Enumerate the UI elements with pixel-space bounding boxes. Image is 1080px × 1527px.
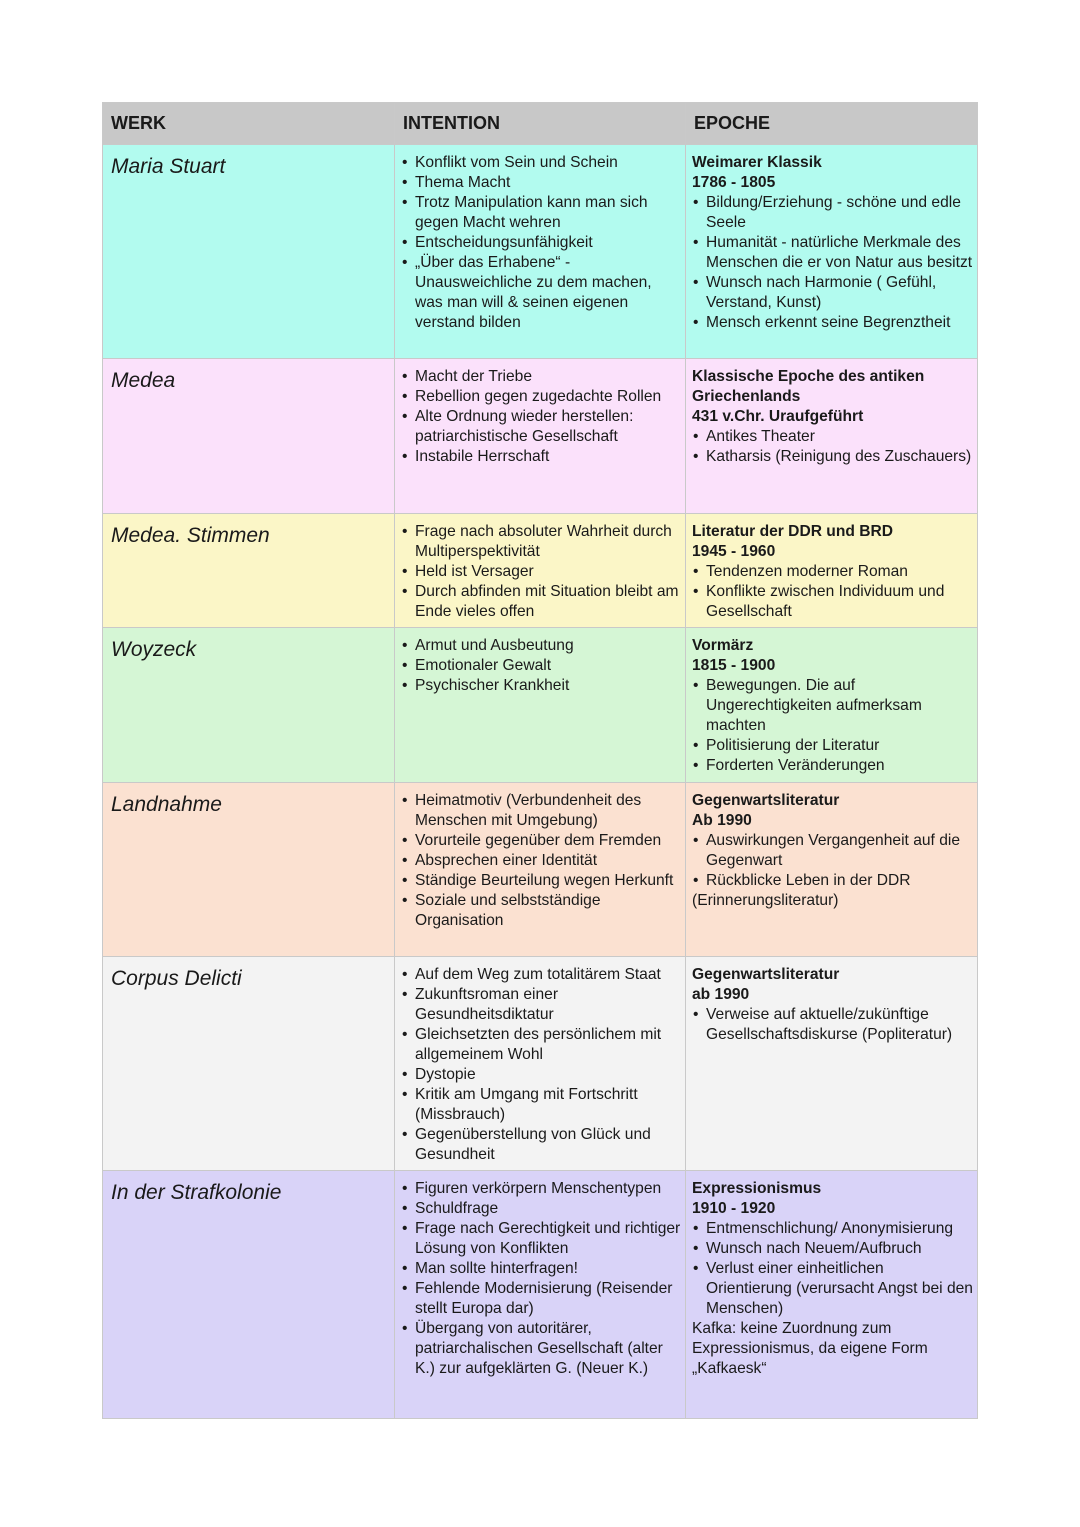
intention-item: • Held ist Versager [401, 562, 681, 582]
werk-title: Medea. Stimmen [103, 514, 395, 628]
epoche-item: • Wunsch nach Harmonie ( Gefühl, Verstand, Kunst) [692, 273, 973, 313]
epoche-list [692, 427, 973, 467]
epoche-item: • Entmenschlichung/ Anonymisierung [692, 1219, 973, 1239]
epoche-item: • Humanität - natürliche Merkmale des Menschen die er von Natur aus besitzt [692, 233, 973, 273]
intention-item: • Macht der Triebe [401, 367, 681, 387]
epoche-period: 431 v.Chr. Uraufgeführt [692, 408, 864, 425]
literature-table [102, 102, 978, 1419]
intention-item: • Figuren verkörpern Menschentypen [401, 1179, 681, 1199]
intention-item: • Ständige Beurteilung wegen Herkunft [401, 871, 681, 891]
intention-item: • Armut und Ausbeutung [401, 636, 681, 656]
epoche-note: (Erinnerungsliteratur) [692, 892, 839, 909]
werk-title: Woyzeck [103, 628, 395, 783]
epoche-item: • Auswirkungen Vergangenheit auf die Gegenwart [692, 831, 973, 871]
intention-item: • Durch abfinden mit Situation bleibt am Ende vieles offen [401, 582, 681, 622]
intention-list [401, 522, 681, 622]
intention-item: • Trotz Manipulation kann man sich gegen Macht wehren [401, 193, 681, 233]
intention-item: • Soziale und selbstständige Organisation [401, 891, 681, 931]
epoche-item: • Politisierung der Literatur [692, 736, 973, 756]
epoche-item: • Tendenzen moderner Roman [692, 562, 973, 582]
intention-list [401, 1179, 681, 1379]
werk-title: Corpus Delicti [103, 957, 395, 1171]
epoche-list [692, 676, 973, 776]
epoche-item: • Konflikte zwischen Individuum und Gesellschaft [692, 582, 973, 622]
epoche-list [692, 1005, 973, 1045]
intention-item: • Übergang von autoritärer, patriarchalischen Gesellschaft (alter K.) zur aufgeklärten G. (Neuer K.) [401, 1319, 681, 1379]
epoche-item: • Bildung/Erziehung - schöne und edle Seele [692, 193, 973, 233]
epoche-period: 1815 - 1900 [692, 657, 776, 674]
table-row [103, 145, 978, 359]
intention-item: • Psychischer Krankheit [401, 676, 681, 696]
intention-item: • Frage nach Gerechtigkeit und richtiger Lösung von Konflikten [401, 1219, 681, 1259]
intention-item: • Gegenüberstellung von Glück und Gesundheit [401, 1125, 681, 1165]
epoche-cell [686, 628, 978, 783]
intention-list [401, 965, 681, 1165]
epoche-cell [686, 145, 978, 359]
intention-item: • Absprechen einer Identität [401, 851, 681, 871]
intention-item: • Thema Macht [401, 173, 681, 193]
intention-item: • Rebellion gegen zugedachte Rollen [401, 387, 681, 407]
header-intention: INTENTION [395, 103, 686, 145]
intention-item: • Auf dem Weg zum totalitärem Staat [401, 965, 681, 985]
epoche-period: 1945 - 1960 [692, 543, 776, 560]
intention-item: • Instabile Herrschaft [401, 447, 681, 467]
intention-item: • Alte Ordnung wieder herstellen: patriarchistische Gesellschaft [401, 407, 681, 447]
epoche-cell [686, 359, 978, 514]
epoche-period: 1786 - 1805 [692, 174, 776, 191]
intention-cell [395, 514, 686, 628]
epoche-item: • Forderten Veränderungen [692, 756, 973, 776]
epoche-cell [686, 1171, 978, 1419]
epoche-item: • Verweise auf aktuelle/zukünftige Gesellschaftsdiskurse (Popliteratur) [692, 1005, 973, 1045]
epoche-name: Literatur der DDR und BRD [692, 523, 893, 540]
epoche-item: • Rückblicke Leben in der DDR [692, 871, 973, 891]
table-row [103, 514, 978, 628]
werk-title: In der Strafkolonie [103, 1171, 395, 1419]
intention-item: • Frage nach absoluter Wahrheit durch Multiperspektivität [401, 522, 681, 562]
epoche-name: Expressionismus [692, 1180, 822, 1197]
table-row [103, 783, 978, 957]
werk-title: Medea [103, 359, 395, 514]
intention-cell [395, 783, 686, 957]
intention-item: • Konflikt vom Sein und Schein [401, 153, 681, 173]
epoche-list [692, 562, 973, 622]
intention-item: • Zukunftsroman einer Gesundheitsdiktatur [401, 985, 681, 1025]
intention-item: • Emotionaler Gewalt [401, 656, 681, 676]
epoche-note: Kafka: keine Zuordnung zum Expressionismus, da eigene Form „Kafkaesk“ [692, 1320, 928, 1377]
epoche-list [692, 193, 973, 333]
intention-cell [395, 957, 686, 1171]
epoche-name: Vormärz [692, 637, 754, 654]
epoche-item: • Verlust einer einheitlichen Orientierung (verursacht Angst bei den Menschen) [692, 1259, 973, 1319]
epoche-name: Gegenwartsliteratur [692, 966, 840, 983]
epoche-name: Weimarer Klassik [692, 154, 822, 171]
table-row [103, 1171, 978, 1419]
intention-item: • Man sollte hinterfragen! [401, 1259, 681, 1279]
table-header-row [103, 103, 978, 145]
epoche-period: 1910 - 1920 [692, 1200, 776, 1217]
epoche-period: ab 1990 [692, 986, 750, 1003]
epoche-item: • Bewegungen. Die auf Ungerechtigkeiten aufmerksam machten [692, 676, 973, 736]
intention-item: • Dystopie [401, 1065, 681, 1085]
header-epoche: EPOCHE [686, 103, 978, 145]
werk-title: Maria Stuart [103, 145, 395, 359]
table-row [103, 957, 978, 1171]
intention-item: • Kritik am Umgang mit Fortschritt (Missbrauch) [401, 1085, 681, 1125]
intention-item: • Gleichsetzten des persönlichem mit allgemeinem Wohl [401, 1025, 681, 1065]
epoche-name: Gegenwartsliteratur [692, 792, 840, 809]
epoche-item: • Antikes Theater [692, 427, 973, 447]
table-row [103, 359, 978, 514]
intention-cell [395, 145, 686, 359]
intention-cell [395, 628, 686, 783]
intention-list [401, 153, 681, 333]
epoche-name: Klassische Epoche des antiken Griechenlands [692, 368, 925, 405]
header-werk: WERK [103, 103, 395, 145]
intention-item: • Vorurteile gegenüber dem Fremden [401, 831, 681, 851]
epoche-item: • Wunsch nach Neuem/Aufbruch [692, 1239, 973, 1259]
intention-cell [395, 1171, 686, 1419]
intention-item: • Entscheidungsunfähigkeit [401, 233, 681, 253]
epoche-item: • Katharsis (Reinigung des Zuschauers) [692, 447, 973, 467]
intention-list [401, 791, 681, 931]
intention-item: • Fehlende Modernisierung (Reisender stellt Europa dar) [401, 1279, 681, 1319]
table-row [103, 628, 978, 783]
epoche-cell [686, 957, 978, 1171]
intention-item: • Heimatmotiv (Verbundenheit des Menschen mit Umgebung) [401, 791, 681, 831]
epoche-period: Ab 1990 [692, 812, 752, 829]
intention-item: • „Über das Erhabene“ - Unausweichliche zu dem machen, was man will & seinen eigenen verstand bilden [401, 253, 681, 333]
intention-list [401, 636, 681, 696]
epoche-item: • Mensch erkennt seine Begrenztheit [692, 313, 973, 333]
intention-item: • Schuldfrage [401, 1199, 681, 1219]
epoche-list [692, 1219, 973, 1319]
epoche-cell [686, 783, 978, 957]
epoche-cell [686, 514, 978, 628]
werk-title: Landnahme [103, 783, 395, 957]
intention-list [401, 367, 681, 467]
epoche-list [692, 831, 973, 891]
intention-cell [395, 359, 686, 514]
